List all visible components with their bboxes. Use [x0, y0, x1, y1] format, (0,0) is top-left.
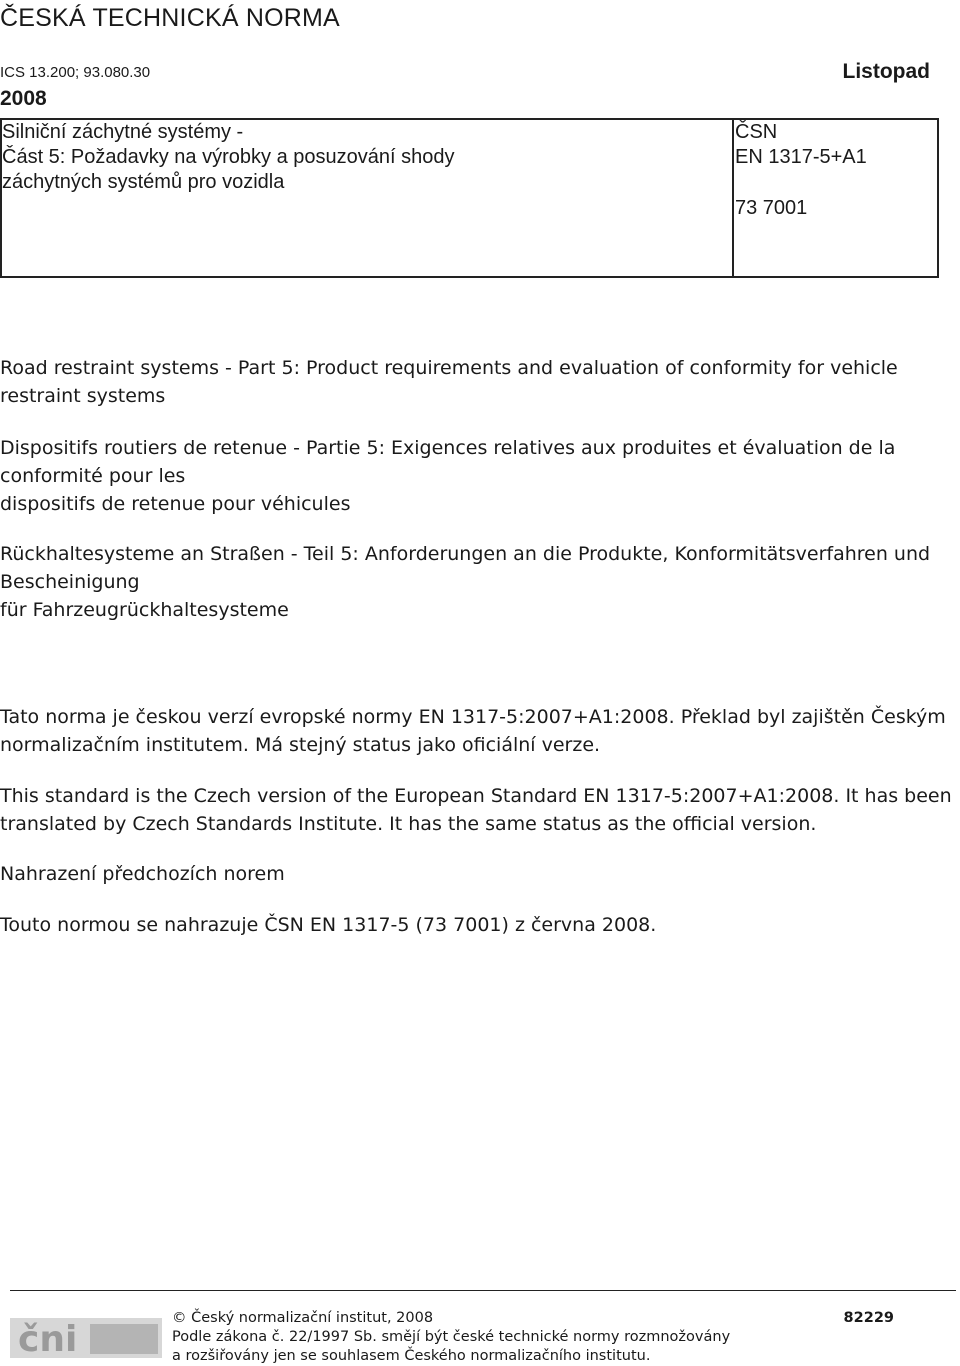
german-title: [0, 540, 930, 624]
note-line: Tato norma je českou verzí evropské normy EN 1317-5:2007+A1:2008. Překlad byl zajištěn Českým: [0, 706, 946, 728]
title-line: Bescheinigung: [0, 571, 140, 593]
note-line: normalizačním institutem. Má stejný status jako oficiální verze.: [0, 734, 601, 756]
french-title: [0, 434, 895, 518]
copyright-notice: © Český normalizační institut, 2008: [172, 1310, 434, 1326]
ics-classification: ICS 13.200; 93.080.30: [0, 64, 151, 81]
title-box: [0, 118, 939, 278]
czech-version-note: [0, 703, 946, 759]
replacement-heading: Nahrazení předchozích norem: [0, 863, 285, 885]
title-line: Road restraint systems - Part 5: Product requirements and evaluation of conformity for vehicle: [0, 357, 898, 379]
standard-prefix: ČSN: [735, 121, 778, 143]
note-line: translated by Czech Standards Institute. It has the same status as the official version.: [0, 813, 817, 835]
box-divider: [732, 120, 734, 276]
standard-code: EN 1317-5+A1: [735, 146, 867, 168]
logo-text: čni: [18, 1319, 78, 1358]
czech-title: [2, 120, 454, 195]
note-line: This standard is the Czech version of the European Standard EN 1317-5:2007+A1:2008. It has been: [0, 785, 952, 807]
title-line: restraint systems: [0, 385, 166, 407]
legal-notice-line: a rozšiřovány jen se souhlasem Českého normalizačního institutu.: [172, 1348, 651, 1364]
issue-month: Listopad: [842, 60, 930, 83]
title-line: záchytných systémů pro vozidla: [2, 171, 285, 193]
title-line: für Fahrzeugrückhaltesysteme: [0, 599, 289, 621]
english-title: [0, 354, 898, 410]
title-line: Silniční záchytné systémy -: [2, 121, 244, 143]
standard-code-block: [735, 120, 867, 221]
footer-divider: [10, 1290, 956, 1291]
document-type-heading: ČESKÁ TECHNICKÁ NORMA: [0, 4, 340, 32]
classification-number: 73 7001: [735, 197, 808, 219]
logo-block: [90, 1324, 158, 1354]
cni-logo: [10, 1318, 162, 1358]
legal-notice-line: Podle zákona č. 22/1997 Sb. smějí být české technické normy rozmnožovány: [172, 1329, 731, 1345]
issue-year: 2008: [0, 87, 47, 110]
english-version-note: [0, 782, 952, 838]
document-number: 82229: [843, 1310, 894, 1326]
title-line: Část 5: Požadavky na výrobky a posuzování shody: [2, 146, 455, 168]
title-line: Dispositifs routiers de retenue - Partie 5: Exigences relatives aux produites et évaluation de la: [0, 437, 896, 459]
title-line: dispositifs de retenue pour véhicules: [0, 493, 351, 515]
title-line: conformité pour les: [0, 465, 186, 487]
title-line: Rückhaltesysteme an Straßen - Teil 5: Anforderungen an die Produkte, Konformitätsverfahren und: [0, 543, 931, 565]
replacement-text: Touto normou se nahrazuje ČSN EN 1317-5 (73 7001) z června 2008.: [0, 914, 657, 936]
